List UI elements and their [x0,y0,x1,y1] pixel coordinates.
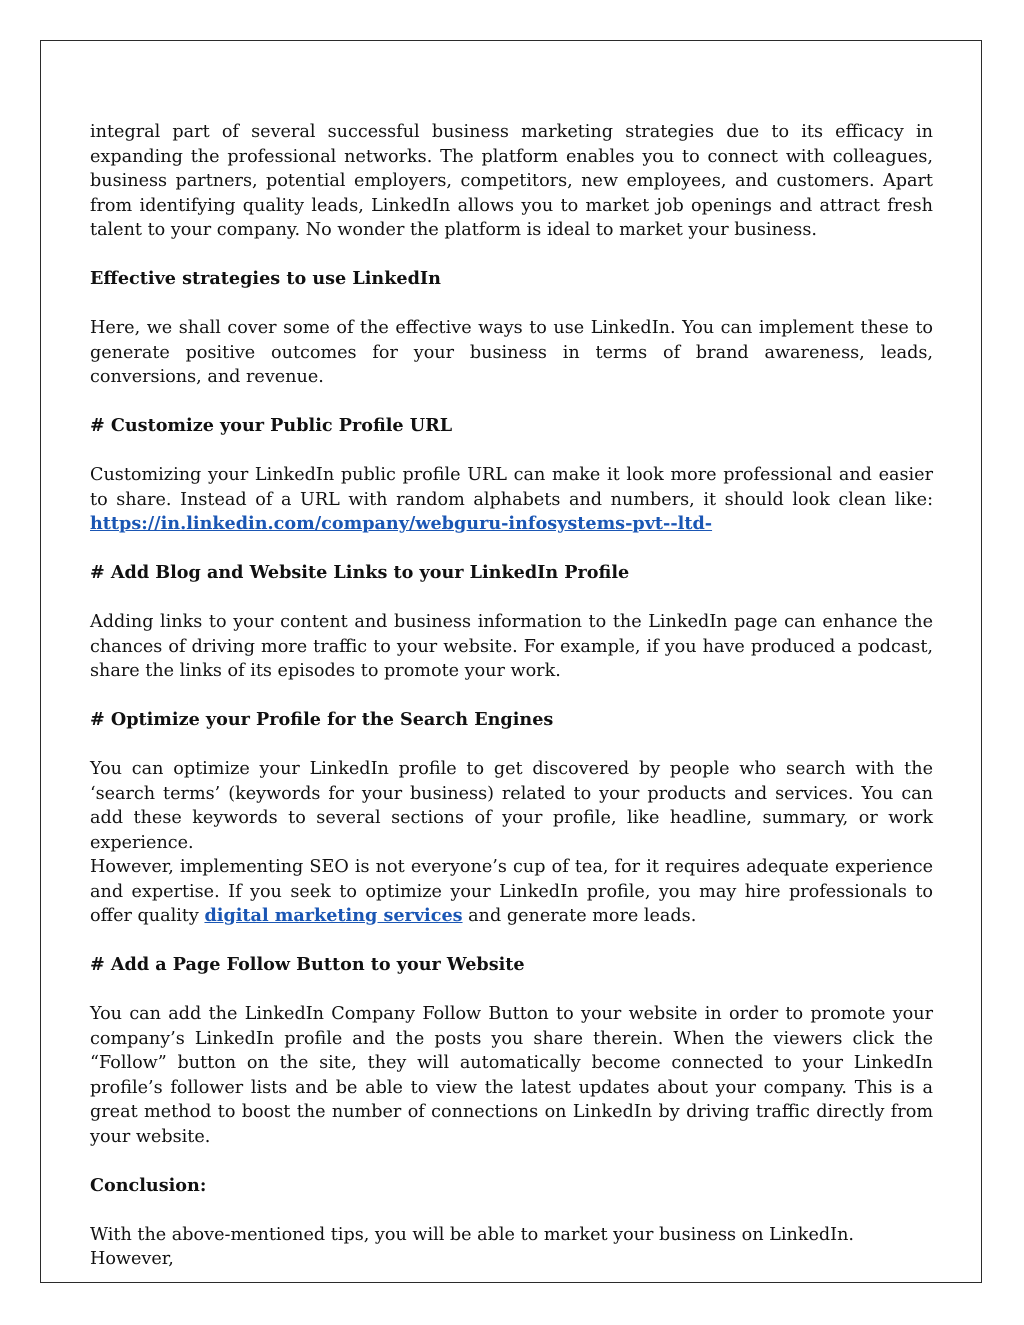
digital-marketing-services-link[interactable]: digital marketing services [204,905,463,926]
section-heading-effective-strategies: Effective strategies to use LinkedIn [90,268,441,289]
seo-paragraph-2-text-after: and generate more leads. [462,906,697,926]
conclusion-paragraph: With the above-mentioned tips, you will be able to market your business on LinkedIn. However, [90,1224,855,1269]
section-heading-blog-links: # Add Blog and Website Links to your LinkedIn Profile [90,562,630,583]
public-profile-url-text: Customizing your LinkedIn public profile URL can make it look more professional and easier to share. Instead of a URL with random alphabets and numbers, it should look clean like: [90,465,933,510]
blog-links-paragraph: Adding links to your content and business information to the LinkedIn page can enhance the chances of driving more traffic to your website. For example, if you have produced a podcast, share the links of its episodes to promote your work. [90,612,933,681]
section-heading-search-engines: # Optimize your Profile for the Search Engines [90,709,554,730]
seo-paragraph-1: You can optimize your LinkedIn profile to get discovered by people who search with the ‘search terms’ (keywords for your business) related to your products and services. You can add these keywords to several sections of your profile, like headline, summary, or work experience. [90,759,933,853]
follow-button-paragraph: You can add the LinkedIn Company Follow Button to your website in order to promote your company’s LinkedIn profile and the posts you share therein. When the viewers click the “Follow” button on the site, they will automatically become connected to your LinkedIn profile’s follower lists and be able to view the latest updates about your company. This is a great method to boost the number of connections on LinkedIn by driving traffic directly from your website. [90,1004,933,1147]
document-body [90,120,933,1296]
seo-paragraph-2 [90,855,933,929]
linkedin-company-url-link[interactable]: https://in.linkedin.com/company/webguru-infosystems-pvt--ltd- [90,513,713,534]
section-heading-follow-button: # Add a Page Follow Button to your Website [90,954,525,975]
effective-strategies-paragraph: Here, we shall cover some of the effective ways to use LinkedIn. You can implement these to generate positive outcomes for your business in terms of brand awareness, leads, conversions, and revenue. [90,318,933,387]
section-heading-public-profile-url: # Customize your Public Profile URL [90,415,453,436]
intro-paragraph: integral part of several successful business marketing strategies due to its efficacy in expanding the professional networks. The platform enables you to connect with colleagues, business partners, potential employers, competitors, new employees, and customers. Apart from identifying quality leads, LinkedIn allows you to market job openings and attract fresh talent to your company. No wonder the platform is ideal to market your business. [90,122,933,240]
public-profile-url-paragraph [90,463,933,537]
section-heading-conclusion: Conclusion: [90,1174,207,1196]
seo-paragraph-2-text-before: However, implementing SEO is not everyone’s cup of tea, for it requires adequate experience and expertise. If you seek to optimize your LinkedIn profile, you may hire professionals to offer quality [90,857,933,926]
